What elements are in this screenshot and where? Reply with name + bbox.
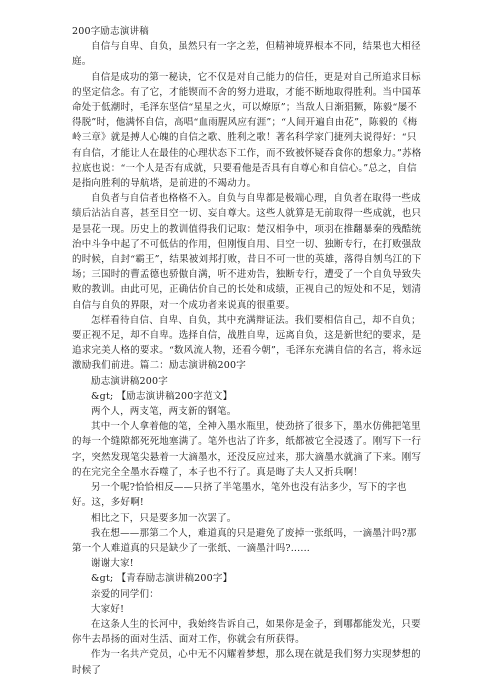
paragraph: 作为一名共产党员，心中无不闪耀着梦想，那么现在就是我们努力实现梦想的时候了	[72, 649, 421, 676]
paragraph: 其中一个人拿着他的笔，全神入墨水瓶里，使劲挤了很多下，墨水仿佛把笔里的每一个缝隙都死死地塞满了。笔外也沾了许多，纸都被它全浸透了。刚写下一行字，突然发现笔尖悬着一大滴墨水，还没反应过来，那大滴墨水就滴了下来。刚写的在完完全全墨水吞噬了，本子也不行了。真是晦了夫人又折兵啊！	[72, 421, 422, 478]
paragraph: 谢谢大家!	[91, 558, 134, 570]
paragraph: 在这条人生的长河中，我始终告诉自己，如果你是金子，到哪都能发光，只要你牛去昂扬的面对生活、面对工作，你就会有所获得。	[72, 618, 421, 646]
paragraph: 自信是成功的第一秘诀，它不仅是对自己能力的信任，更是对自己所追求目标的坚定信念。有了它，才能锲而不舍的努力进取，才能不断地取得胜利。当中国革命处于低潮时，毛泽东坚信“星星之火，可以燎原”；当敌人日渐猖獗，陈毅“屡不得脱”时，他满怀自信，高唱“血雨腥风应有涯”；“人间开遍自由花”，陈毅的《梅岭三章》就是搏人心魄的自信之歌、胜利之歌！著名科学家门捷列夫说得好：“只有自信，才能让人在最佳的心理状态下工作，而不致被怀疑吞食你的想象力。”苏格拉底也说：“一个人是否有成就，只要看他是否具有自尊心和自信心。”总之，自信是指向胜利的导航塔，是前进的不竭动力。	[72, 71, 422, 190]
paragraph: 亲爱的同学们：	[91, 588, 159, 600]
paragraph: 怎样看待自信、自卑、自负，其中充满辩证法。我们要相信自己，却不自负；要正视不足，却不自卑。选择自信，战胜自卑，远离自负，这是新世纪的要求，是追求完美人格的要求。“数风流人物，还看今朝”，毛泽东充满自信的名言，将永远激励我们前进。篇二：励志演讲稿200字	[72, 314, 422, 372]
paragraph: 两个人，两支笔，两支新的钢笔。	[91, 406, 237, 418]
paragraph: 另一个呢?恰恰相反——只挤了半笔墨水，笔外也没有沾多少，写下的字也好。这，多好啊!	[72, 482, 407, 509]
paragraph: 我在想——那第二个人，难道真的只是避免了废掉一张纸吗，一滴墨汁吗?那第一个人难道真的只是缺少了一张纸、一滴墨汁吗?......	[72, 527, 417, 554]
paragraph: 自负者与自信者也格格不入。自负与自卑都是极端心理，自负者在取得一些成绩后沾沾自喜，甚至目空一切、妄自尊大。这些人就算是无前取得一些成就，也只是昙花一现。历史上的教训值得我们记取：楚汉相争中，项羽在推翻暴秦的残酷统治中斗争中起了不可低估的作用，但刚愎自用、目空一切、独断专行，在打败强敌的时候，自封“霸王”，结果被刘邦打败，昔日不可一世的英雄，落得自刎乌江的下场；三国时的曹孟德也骄傲自满，听不进劝告，独断专行，遭受了一个自负导致失败的教训。由此可见，正确估价自己的长处和成绩，正视自己的短处和不足，划清自信与自负的界限，对一个成功者来说真的很重要。	[72, 193, 422, 311]
section-header: &gt; 【励志演讲稿200字范文】	[91, 390, 233, 402]
section-header: &gt; 【青春励志演讲稿200字】	[91, 573, 233, 585]
paragraph: 大家好!	[91, 603, 125, 615]
document-title: 200字励志演讲稿	[72, 26, 149, 37]
paragraph: 相比之下，只是要多加一次罢了。	[91, 512, 237, 524]
speech-title: 励志演讲稿200字	[91, 375, 168, 387]
paragraph: 自信与自卑、自负，虽然只有一字之差，但精神境界根本不同，结果也大相径庭。	[72, 41, 421, 68]
document-body	[72, 24, 424, 678]
